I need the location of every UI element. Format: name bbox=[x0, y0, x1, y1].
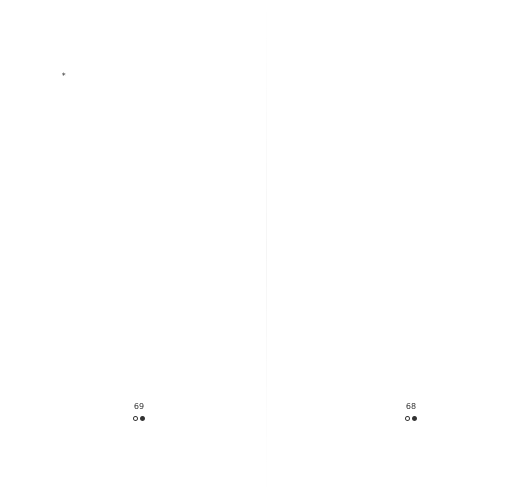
footnote-marker: * bbox=[62, 72, 66, 80]
book-gutter bbox=[266, 0, 267, 500]
page-number-69: 69 bbox=[133, 402, 145, 411]
filled-dot-icon bbox=[140, 416, 145, 421]
page-69-text bbox=[122, 66, 254, 352]
page-68-text bbox=[276, 66, 464, 352]
page-ornament-69 bbox=[124, 414, 154, 422]
page-ornament-68 bbox=[396, 414, 426, 422]
footnote-text bbox=[58, 82, 78, 302]
page-number-68: 68 bbox=[405, 402, 417, 411]
open-dot-icon bbox=[405, 416, 410, 421]
filled-dot-icon bbox=[412, 416, 417, 421]
open-dot-icon bbox=[133, 416, 138, 421]
